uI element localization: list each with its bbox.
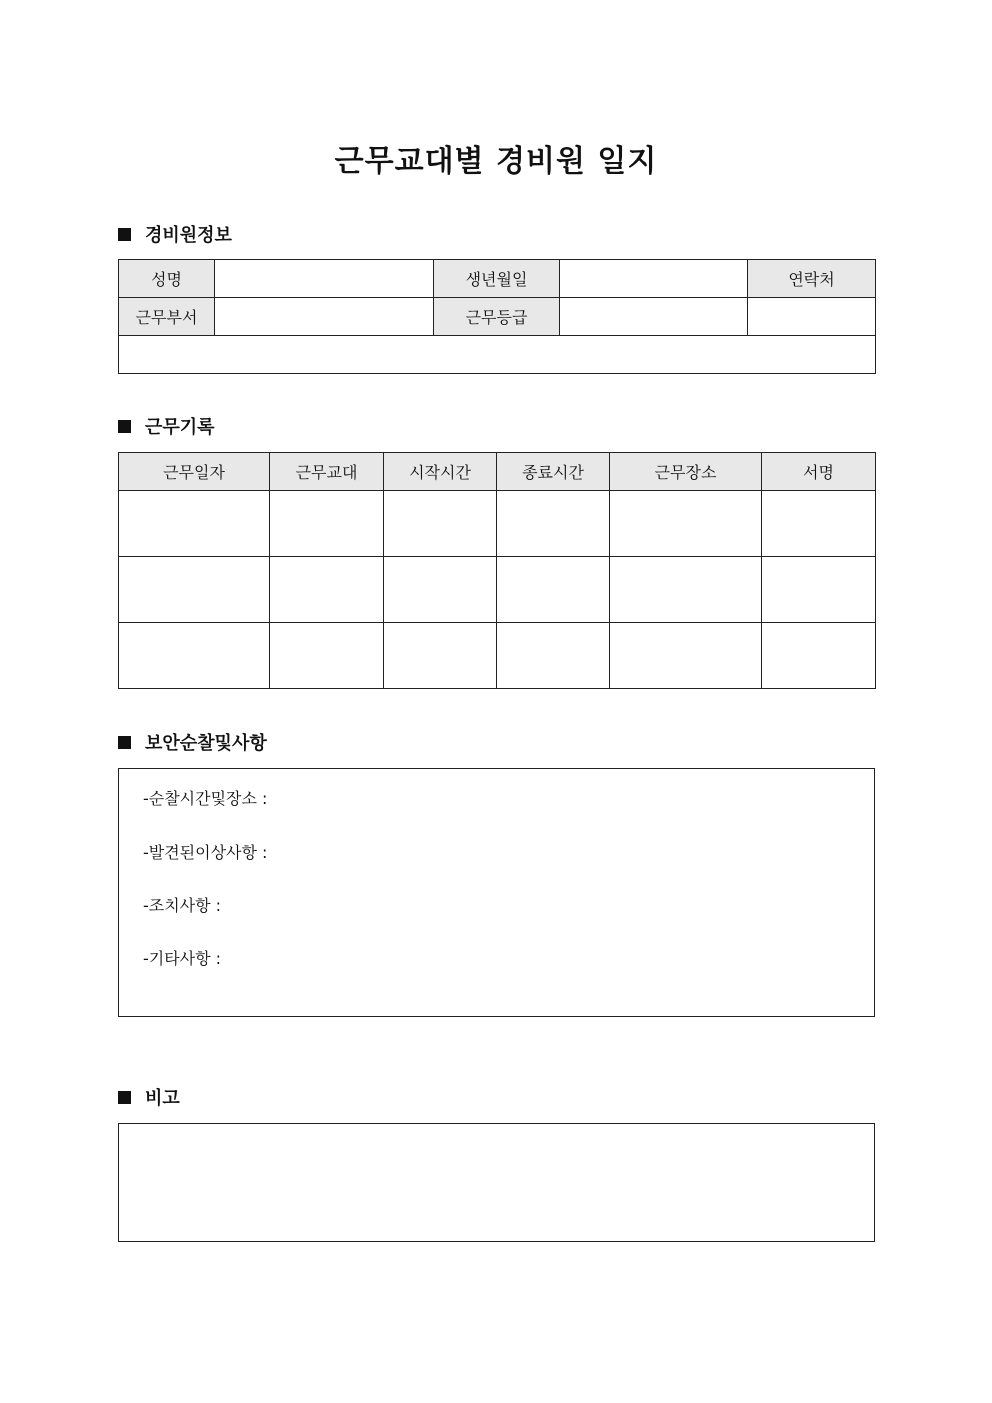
shift-cell[interactable] <box>270 557 384 623</box>
patrol-time-location-line: -순찰시간및장소 : <box>143 789 268 808</box>
birthdate-label: 생년월일 <box>434 260 560 298</box>
other-notes-line: -기타사항 : <box>143 949 222 968</box>
column-header-shift: 근무교대 <box>270 453 384 491</box>
work-record-heading <box>118 414 215 438</box>
patrol-heading <box>118 730 267 754</box>
signature-cell[interactable] <box>762 491 876 557</box>
guard-info-heading-text: 경비원정보 <box>145 225 232 246</box>
table-row <box>119 557 876 623</box>
signature-cell[interactable] <box>762 623 876 689</box>
patrol-heading-text: 보안순찰및사항 <box>145 733 267 754</box>
shift-cell[interactable] <box>270 623 384 689</box>
guard-info-extra-field[interactable] <box>119 336 876 374</box>
start-time-cell[interactable] <box>384 557 497 623</box>
location-cell[interactable] <box>610 623 762 689</box>
column-header-location: 근무장소 <box>610 453 762 491</box>
action-taken-line: -조치사항 : <box>143 896 222 915</box>
location-cell[interactable] <box>610 557 762 623</box>
guard-info-heading <box>118 222 232 246</box>
table-row <box>119 491 876 557</box>
work-record-table <box>118 452 876 689</box>
guard-info-table <box>118 259 876 374</box>
patrol-box[interactable] <box>118 768 875 1017</box>
work-record-header-row <box>119 453 876 491</box>
remarks-box[interactable] <box>118 1123 875 1242</box>
document-title: 근무교대별 경비원 일지 <box>334 144 658 179</box>
column-header-signature: 서명 <box>762 453 876 491</box>
end-time-cell[interactable] <box>497 557 610 623</box>
work-record-heading-text: 근무기록 <box>145 417 215 438</box>
work-date-cell[interactable] <box>119 557 270 623</box>
start-time-cell[interactable] <box>384 491 497 557</box>
end-time-cell[interactable] <box>497 491 610 557</box>
table-row <box>119 623 876 689</box>
shift-cell[interactable] <box>270 491 384 557</box>
name-label: 성명 <box>119 260 215 298</box>
work-date-cell[interactable] <box>119 491 270 557</box>
anomaly-found-line: -발견된이상사항 : <box>143 843 268 862</box>
start-time-cell[interactable] <box>384 623 497 689</box>
column-header-work-date: 근무일자 <box>119 453 270 491</box>
guard-info-row <box>119 260 876 298</box>
signature-cell[interactable] <box>762 557 876 623</box>
end-time-cell[interactable] <box>497 623 610 689</box>
grade-field[interactable] <box>560 298 748 336</box>
column-header-start-time: 시작시간 <box>384 453 497 491</box>
grade-label: 근무등급 <box>434 298 560 336</box>
square-bullet-icon <box>118 420 131 433</box>
department-field[interactable] <box>215 298 434 336</box>
square-bullet-icon <box>118 1091 131 1104</box>
square-bullet-icon <box>118 736 131 749</box>
birthdate-field[interactable] <box>560 260 748 298</box>
remarks-heading <box>118 1085 180 1109</box>
name-field[interactable] <box>215 260 434 298</box>
guard-info-row <box>119 298 876 336</box>
location-cell[interactable] <box>610 491 762 557</box>
contact-label: 연락처 <box>748 260 876 298</box>
square-bullet-icon <box>118 228 131 241</box>
contact-field[interactable] <box>748 298 876 336</box>
guard-info-row <box>119 336 876 374</box>
department-label: 근무부서 <box>119 298 215 336</box>
column-header-end-time: 종료시간 <box>497 453 610 491</box>
work-date-cell[interactable] <box>119 623 270 689</box>
remarks-heading-text: 비고 <box>145 1088 180 1109</box>
